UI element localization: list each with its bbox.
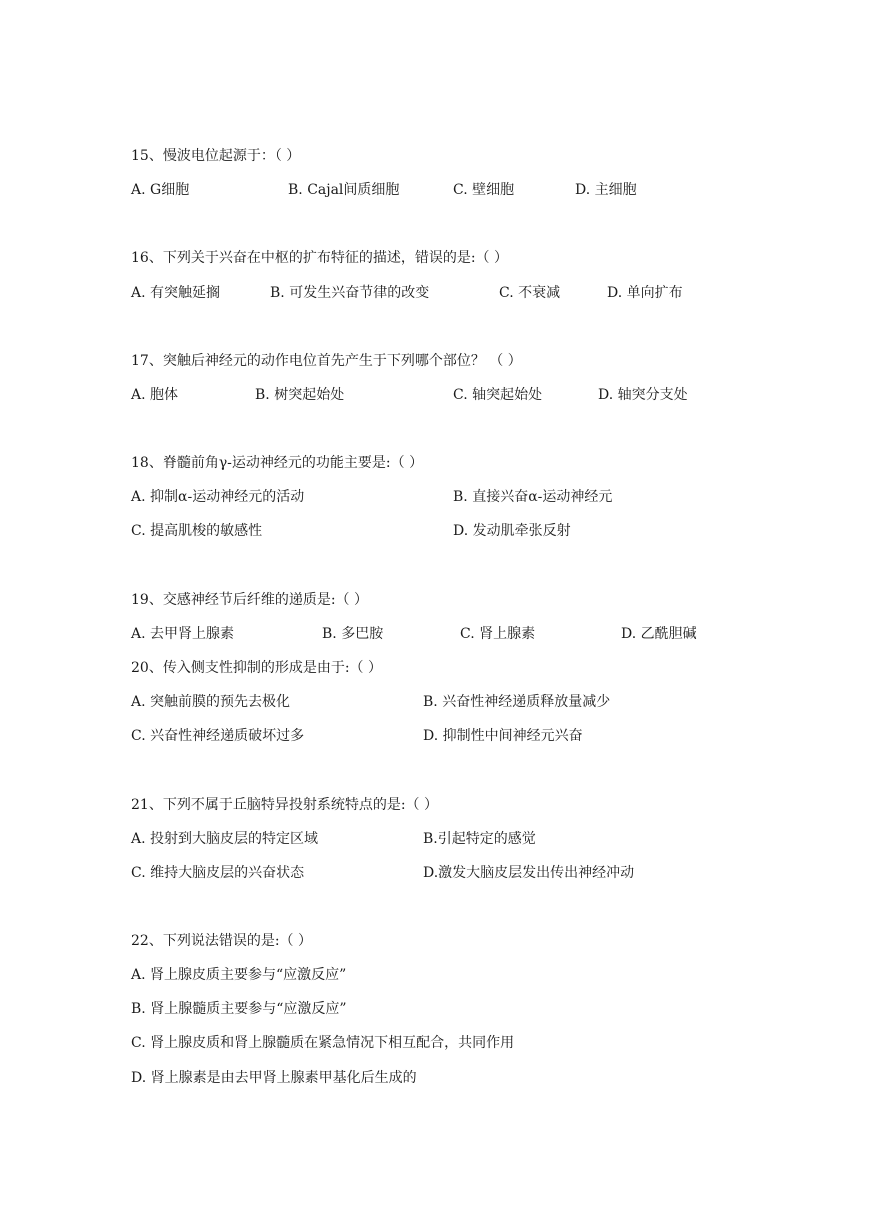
question-15-option-a: A. G细胞: [131, 182, 190, 198]
question-22-option-b: B. 肾上腺髓质主要参与“应激反应”: [131, 1001, 347, 1017]
question-21-option-d: D.激发大脑皮层发出传出神经冲动: [423, 865, 635, 881]
question-17-option-d: D. 轴突分支处: [598, 387, 688, 403]
question-16-option-b: B. 可发生兴奋节律的改变: [270, 285, 430, 301]
question-15-option-c: C. 壁细胞: [453, 182, 515, 198]
question-18-stem: 18、脊髓前角γ-运动神经元的功能主要是:（ ）: [131, 455, 424, 471]
question-18-option-c: C. 提高肌梭的敏感性: [131, 523, 263, 539]
question-17-option-c: C. 轴突起始处: [453, 387, 543, 403]
question-20-option-b: B. 兴奋性神经递质释放量减少: [423, 694, 611, 710]
question-16-option-a: A. 有突触延搁: [131, 285, 221, 301]
question-22-option-d: D. 肾上腺素是由去甲肾上腺素甲基化后生成的: [131, 1070, 417, 1086]
question-21-option-a: A. 投射到大脑皮层的特定区域: [131, 831, 319, 847]
question-20-option-d: D. 抑制性中间神经元兴奋: [423, 728, 583, 744]
question-19-option-d: D. 乙酰胆碱: [621, 626, 697, 642]
question-21-option-c: C. 维持大脑皮层的兴奋状态: [131, 865, 305, 881]
question-22-option-a: A. 肾上腺皮质主要参与“应激反应”: [131, 967, 347, 983]
question-19-option-b: B. 多巴胺: [322, 626, 384, 642]
question-18-option-d: D. 发动肌牵张反射: [453, 523, 571, 539]
question-21-stem: 21、下列不属于丘脑特异投射系统特点的是:（ ）: [131, 797, 438, 813]
question-18-option-a: A. 抑制α-运动神经元的活动: [131, 489, 305, 505]
question-19-option-a: A. 去甲肾上腺素: [131, 626, 235, 642]
question-22-stem: 22、下列说法错误的是:（ ）: [131, 933, 312, 949]
question-20-stem: 20、传入侧支性抑制的形成是由于:（ ）: [131, 660, 382, 676]
question-17-option-a: A. 胞体: [131, 387, 179, 403]
question-17-option-b: B. 树突起始处: [255, 387, 345, 403]
question-17-stem: 17、突触后神经元的动作电位首先产生于下列哪个部位？ （ ）: [131, 353, 522, 369]
question-18-option-b: B. 直接兴奋α-运动神经元: [453, 489, 613, 505]
question-16-option-d: D. 单向扩布: [607, 285, 683, 301]
question-19-stem: 19、交感神经节后纤维的递质是:（ ）: [131, 592, 368, 608]
question-21-option-b: B.引起特定的感觉: [423, 831, 536, 847]
question-19-option-c: C. 肾上腺素: [460, 626, 536, 642]
question-16-option-c: C. 不衰减: [499, 285, 561, 301]
question-20-option-a: A. 突触前膜的预先去极化: [131, 694, 291, 710]
question-20-option-c: C. 兴奋性神经递质破坏过多: [131, 728, 305, 744]
question-15-stem: 15、慢波电位起源于：（ ）: [131, 148, 301, 164]
question-15-option-b: B. Cajal间质细胞: [288, 182, 400, 198]
question-22-option-c: C. 肾上腺皮质和肾上腺髓质在紧急情况下相互配合，共同作用: [131, 1035, 515, 1051]
question-15-option-d: D. 主细胞: [575, 182, 637, 198]
question-16-stem: 16、下列关于兴奋在中枢的扩布特征的描述，错误的是:（ ）: [131, 250, 508, 266]
